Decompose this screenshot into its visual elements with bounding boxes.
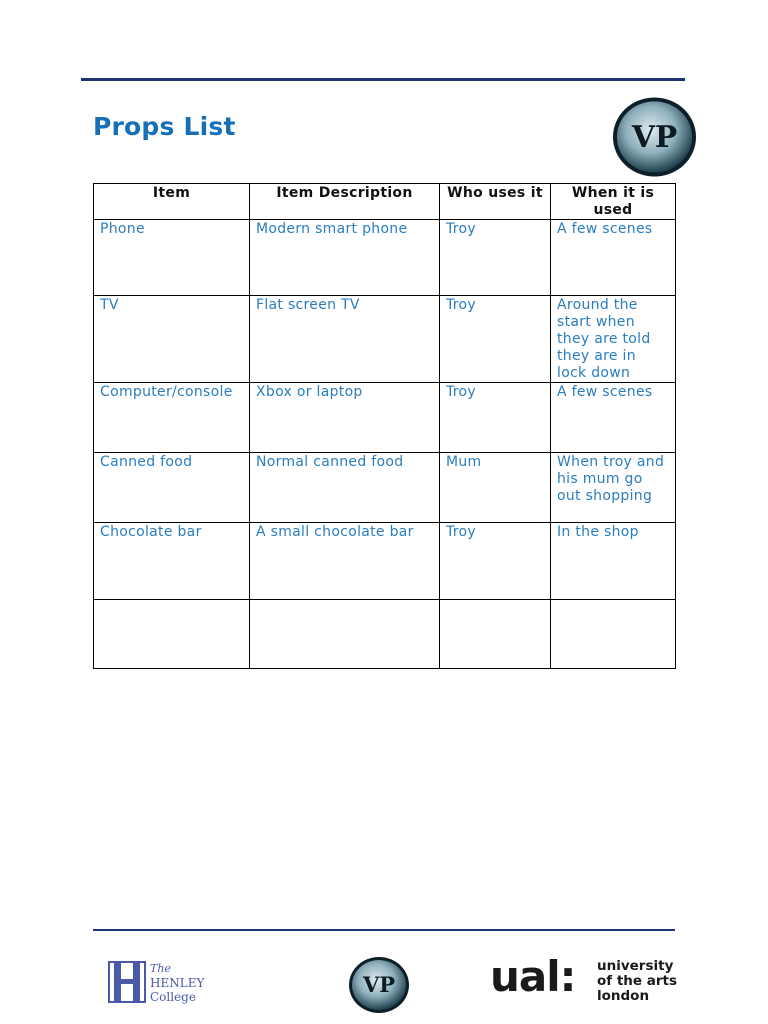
cell-who: Troy — [440, 296, 551, 383]
cell-when: In the shop — [551, 523, 676, 600]
cell-item: Chocolate bar — [94, 523, 250, 600]
footer-rule — [93, 929, 675, 931]
cell-item — [94, 600, 250, 669]
henley-line2: HENLEY — [150, 976, 205, 990]
table-row-empty — [94, 600, 676, 669]
cell-description: A small chocolate bar — [250, 523, 440, 600]
table-row — [94, 453, 676, 523]
cell-description: Xbox or laptop — [250, 383, 440, 453]
vp-logo-footer-text: VP — [362, 972, 396, 997]
cell-who: Mum — [440, 453, 551, 523]
header-item: Item — [94, 184, 250, 220]
vp-logo-text: VP — [631, 118, 678, 154]
cell-who: Troy — [440, 383, 551, 453]
cell-who — [440, 600, 551, 669]
cell-item: Phone — [94, 220, 250, 296]
ual-text-line: london — [597, 988, 650, 1004]
cell-description: Flat screen TV — [250, 296, 440, 383]
cell-item: Computer/console — [94, 383, 250, 453]
henley-line1: The — [150, 962, 171, 975]
header-who-uses-it: Who uses it — [440, 184, 551, 220]
ual-logo — [490, 952, 680, 1006]
header-item-description: Item Description — [250, 184, 440, 220]
ual-text-line: of the arts — [597, 973, 678, 989]
cell-item: TV — [94, 296, 250, 383]
cell-when: When troy and his mum go out shopping — [551, 453, 676, 523]
cell-description — [250, 600, 440, 669]
cell-when — [551, 600, 676, 669]
cell-when: A few scenes — [551, 220, 676, 296]
header-rule — [81, 78, 685, 81]
vp-logo — [611, 95, 698, 179]
cell-description: Normal canned food — [250, 453, 440, 523]
henley-line3: College — [150, 990, 196, 1004]
cell-description: Modern smart phone — [250, 220, 440, 296]
ual-text-line: university — [597, 958, 674, 974]
table-row — [94, 220, 676, 296]
ual-wordmark — [597, 959, 677, 1004]
vp-logo-footer — [348, 956, 410, 1014]
table-row — [94, 296, 676, 383]
props-table — [93, 183, 676, 669]
cell-who: Troy — [440, 523, 551, 600]
cell-when: A few scenes — [551, 383, 676, 453]
cell-who: Troy — [440, 220, 551, 296]
table-row — [94, 383, 676, 453]
cell-item: Canned food — [94, 453, 250, 523]
header-when-it-is-used: When it is used — [551, 184, 676, 220]
page-title: Props List — [93, 112, 236, 141]
table-row — [94, 523, 676, 600]
cell-when: Around the start when they are told they are in lock down — [551, 296, 676, 383]
ual-mark: ual: — [490, 952, 576, 1001]
table-header-row — [94, 184, 676, 220]
henley-college-logo — [108, 960, 218, 1004]
